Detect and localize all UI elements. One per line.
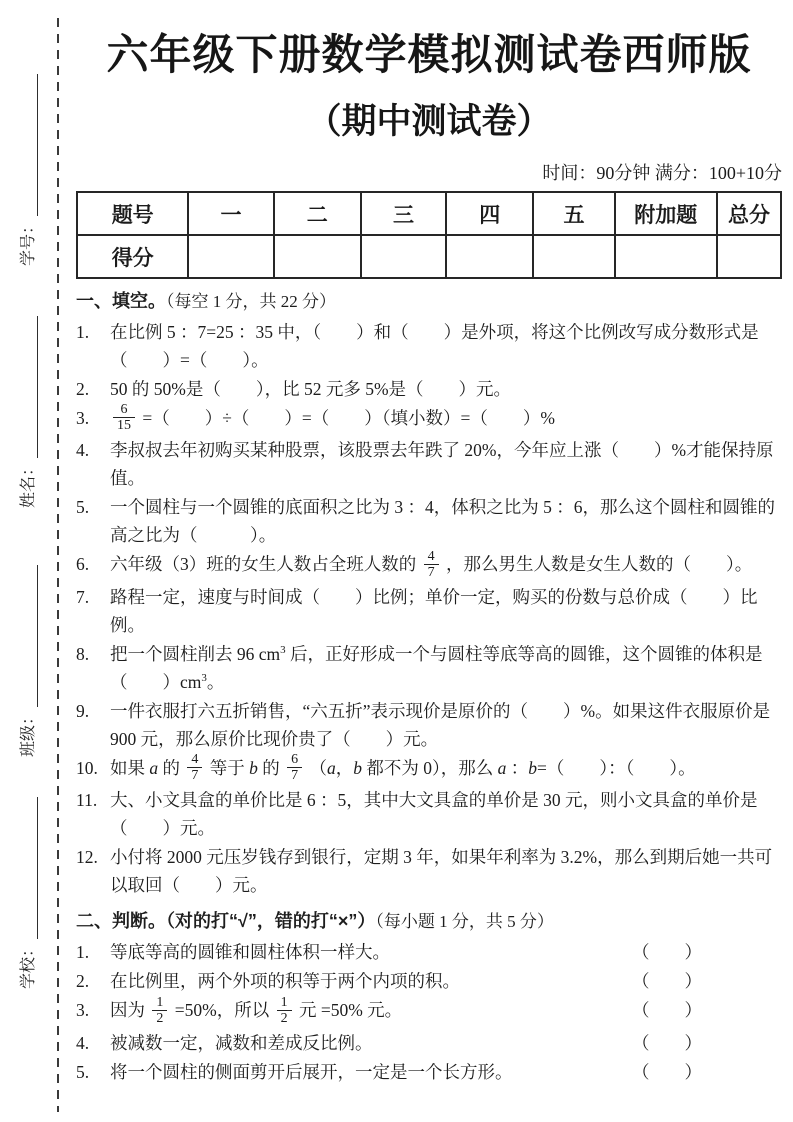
italic-variable: a — [149, 757, 159, 778]
question-item — [76, 1029, 782, 1057]
score-table-header-cell: 二 — [274, 192, 361, 235]
question-text: 被减数一定，减数和差成反比例。 — [110, 1032, 373, 1053]
question-text: 在比例里，两个外项的积等于两个内项的积。 — [110, 971, 460, 992]
section-points-note: （每小题 1 分，共 5 分） — [375, 912, 554, 932]
question-number: 3. — [76, 408, 90, 428]
question-body: 50 的 50%是（ ），比 52 元多 5%是（ ）元。 — [110, 379, 512, 399]
question-item — [76, 754, 782, 785]
margin-field-line — [18, 316, 38, 458]
score-table-empty-cell — [533, 235, 614, 278]
fraction-denominator: 2 — [280, 1010, 288, 1026]
question-number: 10. — [76, 757, 98, 778]
score-table-header-cell: 附加题 — [615, 192, 717, 235]
question-body — [110, 967, 782, 995]
fraction-numerator: 4 — [424, 549, 439, 565]
score-table-empty-cell — [717, 235, 781, 278]
exam-paper — [76, 16, 782, 1087]
question-body: 六年级（3）班的女生人数占全班人数的 $\frac{4}{7}$ ，那么男生人数是女生人数的（ ）。 — [110, 548, 753, 580]
fraction-denominator: 7 — [291, 768, 299, 784]
fraction — [424, 549, 439, 580]
question-body — [110, 996, 782, 1027]
answer-brackets: （ ） — [632, 1000, 702, 1021]
question-item — [76, 640, 782, 696]
question-item — [76, 967, 782, 995]
question-body: 李叔叔去年初购买某种股票，该股票去年跌了 20%，今年应上涨（ ）%才能保持原值。 — [110, 440, 774, 489]
question-item — [76, 375, 782, 403]
margin-field-label: 学号： — [20, 217, 37, 266]
fraction-numerator: 1 — [152, 995, 167, 1011]
question-body: 小付将 2000 元压岁钱存到银行，定期 3 年，如果年利率为 3.2%，那么到期后她一共可以取回（ ）元。 — [110, 847, 773, 896]
score-table-header-row — [77, 192, 781, 235]
question-item — [76, 996, 782, 1027]
question-number: 11. — [76, 790, 98, 811]
question-body: 一个圆柱与一个圆锥的底面积之比为 3 ：4，体积之比为 5 ：6，那么这个圆柱和圆锥的高之比为（ ）。 — [110, 497, 775, 546]
fraction — [152, 995, 167, 1026]
question-number: 4. — [76, 1032, 90, 1053]
question-body: 大、小文具盒的单价比是 6 ：5，其中大文具盒的单价是 30 元，则小文具盒的单价是（ ）元。 — [110, 790, 758, 839]
question-body: 如果 a 的 $\frac{4}{7}$ 等于 b 的 $\frac{6}{7}$ （a，b 都不为 0），那么 a ：b=（ ）：（ ）。 — [110, 752, 696, 784]
question-number: 1. — [76, 942, 90, 963]
question-number: 2. — [76, 379, 90, 399]
score-table-empty-cell — [361, 235, 446, 278]
question-item — [76, 550, 782, 581]
fraction — [287, 752, 302, 783]
question-number: 8. — [76, 643, 90, 664]
question-body: $\frac{6}{15}$ =（ ）÷（ ）=（ ）（填小数）=（ ）% — [110, 404, 782, 435]
question-number: 5. — [76, 1061, 90, 1082]
fraction — [187, 752, 202, 783]
section-header — [76, 288, 782, 315]
question-text: 将一个圆柱的侧面剪开后展开，一定是一个长方形。 — [110, 1061, 513, 1082]
question-body: 一件衣服打六五折销售，“六五折”表示现价是原价的（ ）%。如果这件衣服原价是 900 元，那么原价比现价贵了（ ）元。 — [110, 700, 771, 749]
fraction-numerator: 6 — [113, 402, 135, 418]
question-sections — [76, 288, 782, 1086]
margin-field-line — [18, 565, 38, 707]
question-item — [76, 493, 782, 549]
section-header — [76, 908, 782, 935]
score-table-header-cell: 总分 — [717, 192, 781, 235]
margin-field-label: 姓名： — [20, 459, 37, 508]
question-item — [76, 697, 782, 753]
margin-field-0 — [14, 74, 38, 266]
answer-brackets: （ ） — [632, 942, 702, 963]
fraction-numerator: 6 — [287, 752, 302, 768]
question-number: 2. — [76, 971, 90, 992]
question-item — [76, 1058, 782, 1086]
italic-variable: a — [327, 757, 336, 778]
question-item — [76, 938, 782, 966]
score-table-header-cell: 一 — [188, 192, 273, 235]
exam-meta: 时间：90分钟 满分：100+10分 — [542, 163, 782, 183]
italic-variable: b — [249, 757, 258, 778]
score-table-header-cell: 五 — [533, 192, 614, 235]
question-body: 把一个圆柱削去 96 $cm^3$ 后，正好形成一个与圆柱等底等高的圆锥，这个圆锥的体积是（ ）$cm^3$。 — [110, 643, 763, 692]
fraction-denominator: 7 — [191, 768, 199, 784]
question-item — [76, 786, 782, 842]
margin-field-2 — [14, 565, 38, 757]
score-table-score-row — [77, 235, 781, 278]
question-item — [76, 318, 782, 374]
question-number: 9. — [76, 700, 90, 721]
italic-variable: a — [497, 757, 507, 778]
question-number: 5. — [76, 497, 90, 518]
score-table-row-label: 得分 — [77, 235, 188, 278]
question-number: 1. — [76, 322, 90, 342]
score-table-header-cell: 四 — [446, 192, 533, 235]
question-body — [110, 938, 782, 966]
question-item — [76, 436, 782, 492]
score-table-empty-cell — [188, 235, 273, 278]
fraction — [113, 402, 135, 433]
fraction — [277, 995, 292, 1026]
margin-field-line — [18, 74, 38, 216]
section-fill — [76, 288, 782, 899]
score-table-header-cell: 三 — [361, 192, 446, 235]
section-judge — [76, 908, 782, 1085]
question-item — [76, 843, 782, 899]
fraction-numerator: 1 — [277, 995, 292, 1011]
margin-field-line — [18, 797, 38, 939]
score-table-empty-cell — [615, 235, 717, 278]
score-table-header-cell: 题号 — [77, 192, 188, 235]
fraction-denominator: 2 — [156, 1010, 164, 1026]
answer-brackets: （ ） — [632, 971, 702, 992]
fraction-denominator: 15 — [117, 418, 131, 434]
page-subtitle: （期中测试卷） — [306, 102, 552, 141]
answer-brackets: （ ） — [632, 1032, 702, 1053]
question-item — [76, 404, 782, 435]
fold-dashed-line — [57, 18, 59, 1112]
fraction-denominator: 7 — [427, 564, 435, 580]
question-body: 路程一定，速度与时间成（ ）比例；单价一定，购买的份数与总价成（ ）比例。 — [110, 586, 758, 635]
score-table — [76, 191, 782, 279]
superscript: 3 — [201, 672, 207, 685]
answer-brackets: （ ） — [632, 1061, 702, 1082]
question-number: 12. — [76, 847, 98, 868]
question-body: 在比例 5 ：7=25 ：35 中，（ ）和（ ）是外项，将这个比例改写成分数形式是（ ）=（ ）。 — [110, 322, 759, 370]
question-number: 6. — [76, 554, 90, 575]
margin-field-label: 学校： — [20, 940, 37, 989]
question-text: 因为 $\frac{1}{2}$ =50%，所以 $\frac{1}{2}$ 元 =50% 元。 — [110, 994, 403, 1026]
superscript: 3 — [280, 644, 286, 657]
italic-variable: b — [528, 757, 537, 778]
question-number: 4. — [76, 440, 90, 461]
fraction-numerator: 4 — [187, 752, 202, 768]
question-body — [110, 1029, 782, 1057]
question-item — [76, 583, 782, 639]
margin-field-1 — [14, 316, 38, 508]
margin-field-3 — [14, 797, 38, 989]
page-title: 六年级下册数学模拟测试卷西师版 — [106, 33, 752, 79]
italic-variable: b — [353, 757, 362, 778]
margin-field-label: 班级： — [20, 708, 37, 757]
score-table-empty-cell — [446, 235, 533, 278]
section-points-note: （每空 1 分，共 22 分） — [166, 292, 336, 311]
question-text: 等底等高的圆锥和圆柱体积一样大。 — [110, 942, 390, 963]
question-number: 3. — [76, 1000, 90, 1021]
section-title: 二、判断。（对的打“√”，错的打“×”） — [76, 911, 376, 932]
score-table-empty-cell — [274, 235, 361, 278]
question-number: 7. — [76, 586, 90, 607]
question-body — [110, 1058, 782, 1086]
section-title: 一、填空。 — [76, 291, 166, 311]
